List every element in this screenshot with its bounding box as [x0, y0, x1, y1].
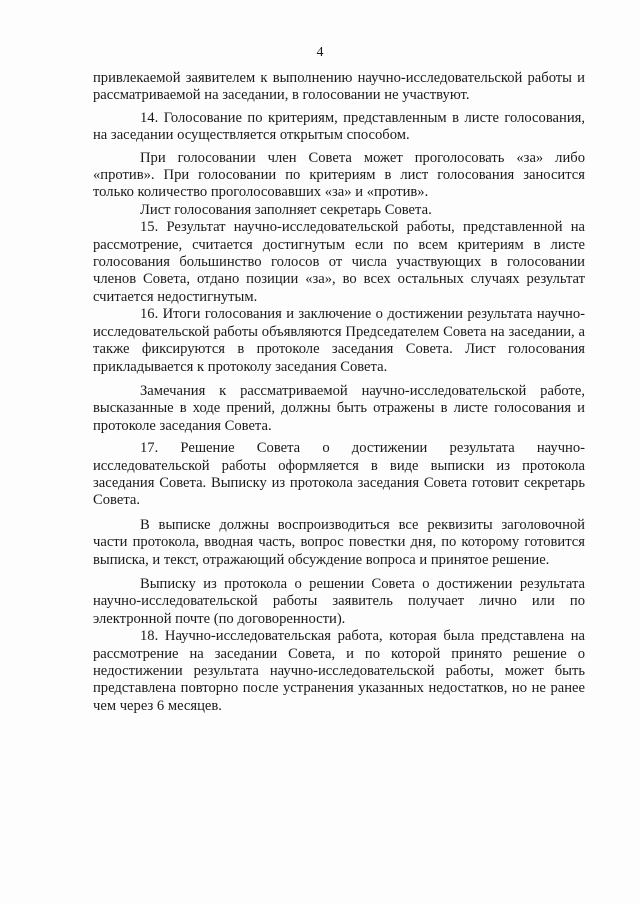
paragraph-item-16: 16. Итоги голосования и заключение о достижении результата научно-исследовательской работы объявляются Председателем Совета на заседании, а также фиксируются в протоколе заседания Совета. Лист голосования прикладывается к протоколу заседания Совета. — [93, 306, 585, 375]
document-body — [93, 70, 585, 715]
paragraph-continuation: привлекаемой заявителем к выполнению научно-исследовательской работы и рассматриваемой на заседании, в голосовании не участвуют. — [93, 70, 585, 104]
paragraph-item-14: 14. Голосование по критериям, представленным в листе голосования, на заседании осуществляется открытым способом. — [93, 109, 585, 144]
paragraph-extract-requisites: В выписке должны воспроизводиться все реквизиты заголовочной части протокола, вводная часть, вопрос повестки дня, по которому готовится выписка, и текст, отражающий обсуждение вопроса и принятое решение. — [93, 516, 585, 568]
paragraph-voting-sheet-secretary: Лист голосования заполняет секретарь Совета. — [140, 201, 432, 218]
paragraph-extract-delivery: Выписку из протокола о решении Совета о достижении результата научно-исследовательской работы заявитель получает лично или по электронной почте (по договоренности). — [93, 575, 585, 627]
paragraph-voting-options: При голосовании член Совета может проголосовать «за» либо «против». При голосовании по критериям в лист голосования заносится только количество проголосовавших «за» и «против». — [93, 149, 585, 201]
page-number: 4 — [316, 45, 324, 60]
paragraph-remarks: Замечания к рассматриваемой научно-исследовательской работе, высказанные в ходе прений, должны быть отражены в листе голосования и протоколе заседания Совета. — [93, 382, 585, 434]
paragraph-item-17: 17. Решение Совета о достижении результата научно-исследовательской работы оформляется в виде выписки из протокола заседания Совета. Выписку из протокола заседания Совета готовит секретарь Совета. — [93, 440, 585, 509]
paragraph-item-15: 15. Результат научно-исследовательской работы, представленной на рассмотрение, считается достигнутым если по всем критериям в листе голосования большинство голосов от числа участвующих в голосовании членов Совета, отдано позиции «за», во всех остальных случаях результат считается недостигнутым. — [93, 219, 585, 305]
paragraph-item-18: 18. Научно-исследовательская работа, которая была представлена на рассмотрение на заседании Совета, и по которой принято решение о недостижении результата научно-исследовательской работы, может быть представлена повторно после устранения указанных недостатков, но не ранее чем через 6 месяцев. — [93, 628, 585, 714]
